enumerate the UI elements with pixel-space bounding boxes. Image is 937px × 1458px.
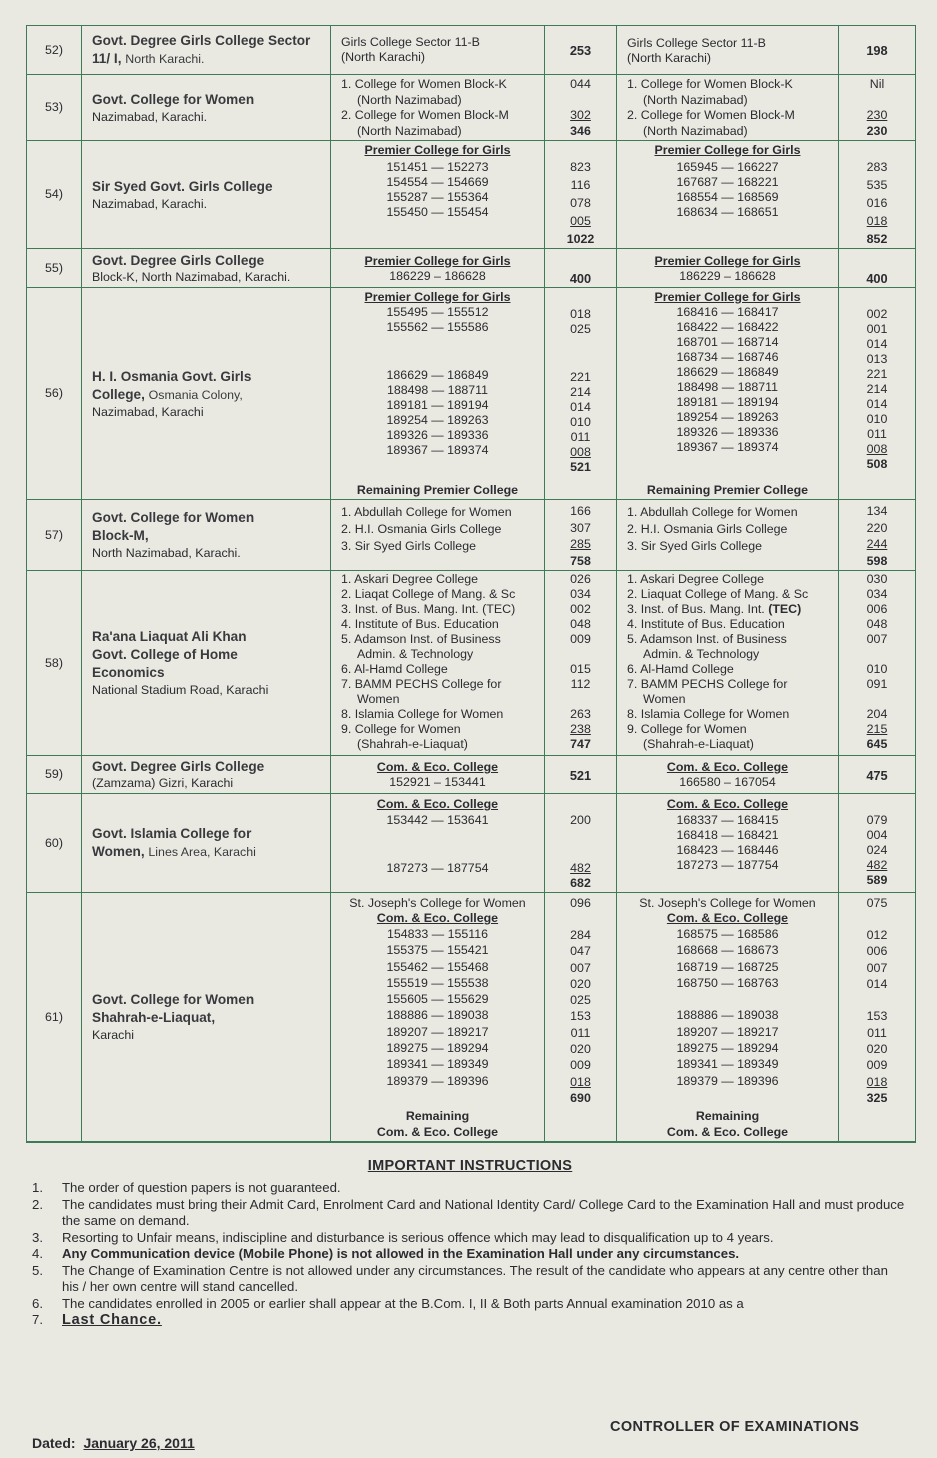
instruction-item: 3. Resorting to Unfair means, indiscipline and disturbance is serious offence which may lead to disqualification up to 4 years.: [32, 1229, 774, 1245]
remaining-label: Remaining: [405, 1109, 470, 1123]
last-chance-label: Last Chance.: [62, 1312, 162, 1328]
college-locality: Lines Area, Karachi: [148, 845, 256, 859]
college-name: Govt. Degree Girls College Sector 11/ I,: [92, 33, 311, 66]
row-number: 52): [27, 26, 82, 75]
bcom1-sources: 1. College for Women Block-K (North Nazimabad) 2. College for Women Block-M (North Nazimabad): [331, 75, 545, 141]
college-name-line: Women,: [92, 844, 145, 859]
college-name: Govt. Degree Girls College: [92, 759, 265, 774]
instruction-item: 4. Any Communication device (Mobile Phone) is not allowed in the Examination Hall under any circumstances.: [32, 1246, 740, 1261]
college-place: Nazimabad, Karachi.: [92, 109, 208, 124]
bcom2-sources: Girls College Sector 11-B (North Karachi): [617, 26, 839, 75]
bcom1-sources: 1. Askari Degree College 2. Liaqat College of Mang. & Sc 3. Inst. of Bus. Mang. Int. (TEC) 4. Institute of Bus. Education 5. Adamson Inst. of Business Admin. & Technology 6. Al-Hamd College 7. BAMM PECHS College for Women 8. Islamia College for Women 9. College for Women (Shahrah-e-Liaquat): [331, 571, 545, 756]
college-name-line: Govt. College for Women: [92, 510, 255, 525]
college-name: Govt. College for Women: [92, 91, 255, 107]
college-place: Nazimabad, Karachi.: [92, 196, 208, 211]
dated-value: January 26, 2011: [83, 1435, 195, 1451]
bcom2-count: 475: [839, 756, 915, 794]
row-number: 55): [27, 249, 82, 288]
bcom2-counts: 283 535 016 018 852: [839, 141, 915, 249]
bcom2-counts: 030 034 006 048 007 010 091 204 215 645: [839, 571, 915, 756]
bcom2-counts: 079 004 024 482 589: [839, 794, 915, 893]
college-cell: [82, 571, 331, 756]
bcom2-counts: Nil 230 230: [839, 75, 915, 141]
bcom2-counts: 075 012 006 007 014 153 011 020 009 018 325: [866, 896, 888, 1105]
bcom2-sources: Premier College for Girls 168416 — 168417 168422 — 168422 168701 — 168714 168734 — 168746 186629 — 186849 188498 — 188711 189181 — 189194 189254 — 189263 189326 — 189336 189367 — 189374 Remaining Premier College: [617, 288, 839, 500]
college-cell: [82, 141, 331, 249]
bcom1-counts: 823 116 078 005 1022: [545, 141, 617, 249]
bcom1-counts: 166 307 285 758: [545, 500, 617, 571]
bcom2-count: 400: [839, 249, 915, 288]
bcom1-sources: Girls College Sector 11-B (North Karachi): [331, 26, 545, 75]
bcom2-counts: 134 220 244 598: [839, 500, 915, 571]
instruction-item: 2. The candidates must bring their Admit Card, Enrolment Card and National Identity Card/ College Card to the Examination Hall and must produce the same on demand.: [32, 1196, 905, 1228]
college-name: Sir Syed Govt. Girls College: [92, 178, 273, 194]
college-cell: [82, 500, 331, 571]
remaining-label: Com. & Eco. College: [376, 1125, 499, 1139]
row-number: 59): [27, 756, 82, 794]
college-name-line: Block-M,: [92, 528, 149, 543]
college-name-line: H. I. Osmania Govt. Girls: [92, 369, 252, 384]
college-place: North Karachi.: [125, 52, 205, 66]
remaining-label: Remaining: [695, 1109, 760, 1123]
row-number: 54): [27, 141, 82, 249]
college-name: Govt. Degree Girls College: [92, 252, 265, 268]
remaining-premier-label: Remaining Premier College: [646, 483, 809, 497]
instructions-title: IMPORTANT INSTRUCTIONS: [367, 1158, 573, 1174]
dated-line: [32, 1435, 195, 1451]
college-name-line: Govt. College of Home: [92, 647, 238, 662]
bcom1-counts: 018 025 221 214 014 010 011 008 521: [545, 288, 617, 500]
remaining-label: Com. & Eco. College: [666, 1125, 789, 1139]
instruction-item: 5. The Change of Examination Centre is not allowed under any circumstances. The result of the candidate who appears at any centre other than his / her own centre will stand cancelled.: [32, 1262, 888, 1294]
bcom1-sources: Premier College for Girls 155495 — 155512 155562 — 155586 186629 — 186849 188498 — 188711 189181 — 189194 189254 — 189263 189326 — 189336 189367 — 189374 Remaining Premier College: [331, 288, 545, 500]
instruction-item: 6. The candidates enrolled in 2005 or earlier shall appear at the B.Com. I, II & Both parts Annual examination 2010 as a: [32, 1295, 744, 1311]
college-name-line: Govt. College for Women: [92, 992, 255, 1007]
bcom2-sources: Premier College for Girls 165945 — 166227 167687 — 168221 168554 — 168569 168634 — 168651: [617, 141, 839, 249]
college-locality: Osmania Colony,: [148, 388, 243, 402]
bcom1-counts: 044 302 346: [545, 75, 617, 141]
row-number: 58): [27, 571, 82, 756]
bcom1-counts: 096 284 047 007 020 025 153 011 020 009 018 690: [545, 893, 617, 1141]
bcom2-count: 198: [839, 26, 915, 75]
bcom2-counts: 002 001 014 013 221 214 014 010 011 008 508: [839, 288, 915, 500]
bcom2-sources: Premier College for Girls 186229 – 186628: [617, 249, 839, 288]
remaining-premier-label: Remaining Premier College: [356, 483, 519, 497]
college-name-line: College,: [92, 387, 145, 402]
row-number: 61): [27, 893, 82, 1141]
bcom2-sources: Com. & Eco. College 166580 – 167054: [617, 756, 839, 794]
bcom1-count: 400: [545, 249, 617, 288]
bcom1-count: 521: [545, 756, 617, 794]
row-number: 60): [27, 794, 82, 893]
college-cell: [82, 249, 331, 288]
college-cell: [82, 893, 331, 1141]
college-cell: [82, 756, 331, 794]
college-cell: [82, 794, 331, 893]
row-number: 53): [27, 75, 82, 141]
row-number: 57): [27, 500, 82, 571]
college-place: Karachi: [92, 1028, 135, 1042]
bcom1-counts: 026 034 002 048 009 015 112 263 238 747: [545, 571, 617, 756]
bcom2-sources: 1. College for Women Block-K (North Nazimabad) 2. College for Women Block-M (North Nazimabad): [617, 75, 839, 141]
bcom1-count: 253: [545, 26, 617, 75]
bcom1-sources: Com. & Eco. College 153442 — 153641 187273 — 187754: [331, 794, 545, 893]
centre-allocation-table: [26, 25, 916, 1143]
college-place: National Stadium Road, Karachi: [92, 683, 269, 697]
college-cell: [82, 75, 331, 141]
bcom1-sources: Com. & Eco. College 152921 – 153441: [331, 756, 545, 794]
instruction-item: 7. Last Chance.: [32, 1312, 908, 1329]
college-name-line: Economics: [92, 665, 165, 680]
bcom1-counts: 200 482 682: [545, 794, 617, 893]
college-place: North Nazimabad, Karachi.: [92, 546, 241, 560]
college-name-line: Ra'ana Liaquat Ali Khan: [92, 629, 247, 644]
bcom1-sources: Premier College for Girls 186229 – 186628: [331, 249, 545, 288]
college-cell: [82, 288, 331, 500]
bcom1-sources: Premier College for Girls 151451 — 152273 154554 — 154669 155287 — 155364 155450 — 155454: [331, 141, 545, 249]
bcom2-sources: St. Joseph's College for Women Com. & Eco. College 168575 — 168586 168668 — 168673 168719 — 168725 168750 — 168763 188886 — 189038 189207 — 189217 189275 — 189294 189341 — 189349 189379 — 189396 Remaining Com. & Eco. College: [617, 893, 839, 1141]
bcom1-sources: St. Joseph's College for Women Com. & Eco. College 154833 — 155116 155375 — 155421 155462 — 155468 155519 — 155538 155605 — 155629 188886 — 189038 189207 — 189217 189275 — 189294 189341 — 189349 189379 — 189396 Remaining Com. & Eco. College: [331, 893, 545, 1141]
college-place: (Zamzama) Gizri, Karachi: [92, 776, 234, 790]
bcom2-sources: 1. Askari Degree College 2. Liaquat College of Mang. & Sc 3. Inst. of Bus. Mang. Int. (TEC) 4. Institute of Bus. Education 5. Adamson Inst. of Business Admin. & Technology 6. Al-Hamd College 7. BAMM PECHS College for Women 8. Islamia College for Women 9. College for Women (Shahrah-e-Liaquat): [617, 571, 839, 756]
college-place: Nazimabad, Karachi: [92, 405, 204, 419]
college-place: Block-K, North Nazimabad, Karachi.: [92, 269, 291, 284]
controller-signature: CONTROLLER OF EXAMINATIONS: [610, 1419, 860, 1435]
college-name-line: Govt. Islamia College for: [92, 826, 252, 841]
bcom2-sources: 1. Abdullah College for Women 2. H.I. Osmania Girls College 3. Sir Syed Girls College: [617, 500, 839, 571]
dated-label: Dated:: [32, 1435, 76, 1451]
row-number: 56): [27, 288, 82, 500]
important-instructions: [32, 1158, 908, 1329]
bcom2-sources: Com. & Eco. College 168337 — 168415 168418 — 168421 168423 — 168446 187273 — 187754: [617, 794, 839, 893]
bcom1-sources: 1. Abdullah College for Women 2. H.I. Osmania Girls College 3. Sir Syed Girls College: [331, 500, 545, 571]
college-name-line: Shahrah-e-Liaquat,: [92, 1010, 216, 1025]
instruction-item: 1. The order of question papers is not guaranteed.: [32, 1180, 341, 1195]
college-cell: [82, 26, 331, 75]
